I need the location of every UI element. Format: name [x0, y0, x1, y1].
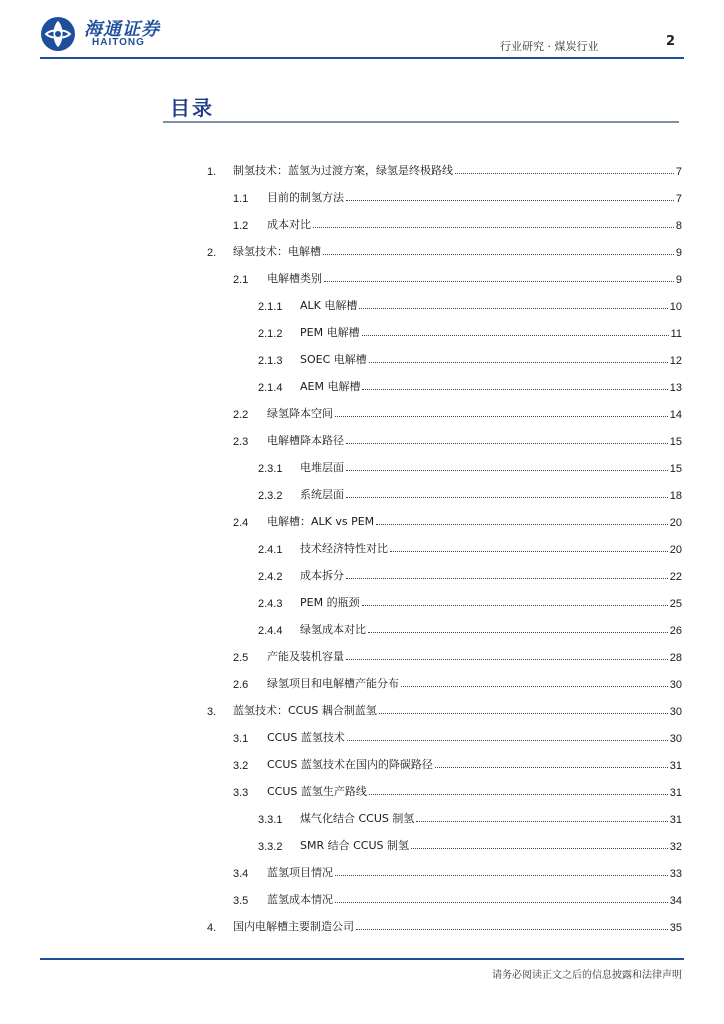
toc-entry-title: 成本对比	[267, 218, 311, 231]
toc-leader-dots	[362, 604, 668, 606]
logo-chinese-text: 海通证券	[84, 19, 160, 40]
toc-entry[interactable]	[233, 266, 682, 286]
toc-entry[interactable]	[258, 536, 682, 556]
toc-leader-dots	[324, 280, 674, 282]
toc-entry-page: 33	[669, 868, 682, 880]
toc-leader-dots	[346, 577, 668, 579]
toc-entry-number: 3.4	[233, 868, 249, 880]
toc-leader-dots	[369, 793, 668, 795]
toc-entry-page: 18	[669, 490, 682, 502]
toc-leader-dots	[335, 901, 668, 903]
toc-entry-page: 30	[669, 733, 682, 745]
page-number: 2	[666, 34, 676, 49]
toc-leader-dots	[362, 388, 667, 390]
toc-leader-dots	[416, 820, 667, 822]
toc-leader-dots	[362, 334, 669, 336]
toc-entry-page: 30	[669, 706, 682, 718]
toc-entry[interactable]	[207, 914, 682, 934]
toc-leader-dots	[455, 172, 674, 174]
toc-entry[interactable]	[233, 401, 682, 421]
header-divider	[40, 57, 684, 59]
toc-entry[interactable]	[233, 860, 682, 880]
toc-leader-dots	[356, 928, 668, 930]
toc-title: 目录	[170, 96, 214, 120]
toc-entry-page: 20	[669, 517, 682, 529]
toc-entry-number: 2.1	[233, 274, 249, 286]
toc-entry-title: 煤气化结合 CCUS 制氢	[300, 812, 415, 825]
toc-entry[interactable]	[207, 698, 682, 718]
toc-leader-dots	[346, 658, 668, 660]
toc-entry-number: 3.2	[233, 760, 249, 772]
toc-entry-page: 31	[669, 760, 682, 772]
toc-entry-number: 2.5	[233, 652, 249, 664]
toc-entry[interactable]	[233, 752, 682, 772]
toc-entry[interactable]	[258, 590, 682, 610]
toc-entry-title: 电堆层面	[300, 461, 344, 474]
toc-entry-number: 2.2	[233, 409, 249, 421]
toc-entry[interactable]	[258, 617, 682, 637]
toc-leader-dots	[411, 847, 668, 849]
toc-entry-number: 3.	[207, 706, 217, 718]
toc-entry-number: 2.1.2	[258, 328, 283, 340]
footer-divider	[40, 958, 684, 960]
toc-entry[interactable]	[233, 212, 682, 232]
toc-entry-title: CCUS 蓝氢技术在国内的降碳路径	[267, 758, 433, 771]
toc-entry-title: 蓝氢项目情况	[267, 866, 333, 879]
toc-entry-page: 22	[669, 571, 682, 583]
toc-entry-page: 8	[675, 220, 682, 232]
toc-leader-dots	[346, 496, 668, 498]
toc-entry[interactable]	[233, 428, 682, 448]
toc-entry-number: 2.6	[233, 679, 249, 691]
toc-entry-title: 电解槽类别	[267, 272, 322, 285]
toc-entry[interactable]	[258, 563, 682, 583]
toc-entry[interactable]	[258, 455, 682, 475]
toc-leader-dots	[335, 415, 668, 417]
toc-entry-page: 30	[669, 679, 682, 691]
toc-entry-title: ALK 电解槽	[300, 299, 358, 312]
toc-entry-number: 2.4.1	[258, 544, 283, 556]
toc-entry-title: 蓝氢技术：CCUS 耦合制蓝氢	[233, 704, 377, 717]
toc-leader-dots	[435, 766, 668, 768]
toc-entry-page: 15	[669, 436, 682, 448]
toc-entry-title: 系统层面	[300, 488, 344, 501]
toc-entry-title: 电解槽降本路径	[267, 434, 344, 447]
toc-entry-number: 3.3	[233, 787, 249, 799]
toc-entry[interactable]	[207, 239, 682, 259]
toc-entry[interactable]	[258, 347, 682, 367]
toc-entry[interactable]	[233, 887, 682, 907]
toc-entry-number: 3.1	[233, 733, 249, 745]
toc-leader-dots	[323, 253, 674, 255]
toc-leader-dots	[401, 685, 668, 687]
toc-entry[interactable]	[258, 293, 682, 313]
toc-entry-page: 7	[675, 193, 682, 205]
toc-entry-title: PEM 的瓶颈	[300, 596, 360, 609]
toc-entry-number: 2.1.3	[258, 355, 283, 367]
toc-entry-page: 25	[669, 598, 682, 610]
toc-leader-dots	[346, 442, 668, 444]
toc-entry-number: 2.4	[233, 517, 249, 529]
toc-entry-title: CCUS 蓝氢生产路线	[267, 785, 367, 798]
toc-entry-page: 12	[669, 355, 682, 367]
toc-entry-page: 31	[669, 814, 682, 826]
toc-entry-page: 26	[669, 625, 682, 637]
toc-entry-page: 32	[669, 841, 682, 853]
toc-entry-title: 技术经济特性对比	[300, 542, 388, 555]
toc-entry[interactable]	[233, 725, 682, 745]
toc-entry-page: 14	[669, 409, 682, 421]
toc-entry[interactable]	[233, 644, 682, 664]
toc-entry[interactable]	[258, 806, 682, 826]
toc-leader-dots	[346, 199, 674, 201]
toc-entry-number: 2.	[207, 247, 217, 259]
toc-leader-dots	[390, 550, 668, 552]
toc-entry[interactable]	[233, 509, 682, 529]
toc-entry-number: 2.4.4	[258, 625, 283, 637]
toc-entry[interactable]	[258, 482, 682, 502]
toc-leader-dots	[347, 739, 668, 741]
toc-entry-number: 2.3	[233, 436, 249, 448]
toc-entry-page: 10	[669, 301, 682, 313]
toc-entry-number: 1.1	[233, 193, 249, 205]
toc-entry[interactable]	[233, 779, 682, 799]
toc-entry[interactable]	[233, 671, 682, 691]
toc-entry-title: 国内电解槽主要制造公司	[233, 920, 354, 933]
toc-entry-number: 4.	[207, 922, 217, 934]
toc-entry-title: AEM 电解槽	[300, 380, 361, 393]
page-header	[0, 0, 724, 60]
toc-entry-title: 电解槽：ALK vs PEM	[267, 515, 375, 528]
toc-entry-page: 31	[669, 787, 682, 799]
toc-entry-number: 2.4.2	[258, 571, 283, 583]
toc-leader-dots	[335, 874, 668, 876]
toc-entry-number: 3.5	[233, 895, 249, 907]
toc-entry-page: 13	[669, 382, 682, 394]
toc-entry-title: CCUS 蓝氢技术	[267, 731, 345, 744]
toc-entry[interactable]	[258, 320, 682, 340]
toc-entry-title: SOEC 电解槽	[300, 353, 367, 366]
toc-entry[interactable]	[207, 158, 682, 178]
toc-entry-number: 2.4.3	[258, 598, 283, 610]
toc-entry-page: 7	[675, 166, 682, 178]
toc-entry-page: 15	[669, 463, 682, 475]
toc-leader-dots	[369, 361, 668, 363]
toc-entry-title: 目前的制氢方法	[267, 191, 344, 204]
toc-entry-page: 28	[669, 652, 682, 664]
toc-leader-dots	[379, 712, 668, 714]
logo-english-text: HAITONG	[92, 37, 145, 48]
toc-leader-dots	[359, 307, 667, 309]
toc-entry-title: 蓝氢成本情况	[267, 893, 333, 906]
toc-entry-page: 11	[670, 328, 682, 340]
toc-entry-title: 成本拆分	[300, 569, 344, 582]
toc-entry-title: 绿氢技术：电解槽	[233, 245, 321, 258]
toc-entry-number: 2.1.1	[258, 301, 283, 313]
toc-entry[interactable]	[233, 185, 682, 205]
toc-entry-number: 2.3.2	[258, 490, 283, 502]
toc-entry-title: 制氢技术：蓝氢为过渡方案，绿氢是终极路线	[233, 164, 453, 177]
toc-entry[interactable]	[258, 833, 682, 853]
toc-entry-number: 2.3.1	[258, 463, 283, 475]
toc-entry-page: 35	[669, 922, 682, 934]
report-category: 行业研究 · 煤炭行业	[500, 40, 599, 53]
toc-entry-number: 3.3.2	[258, 841, 283, 853]
toc-title-divider	[163, 121, 679, 123]
toc-entry[interactable]	[258, 374, 682, 394]
toc-entry-page: 34	[669, 895, 682, 907]
toc-entry-page: 9	[675, 274, 682, 286]
toc-entry-number: 2.1.4	[258, 382, 283, 394]
haitong-logo-icon	[40, 16, 76, 52]
toc-entry-title: PEM 电解槽	[300, 326, 360, 339]
footer-disclaimer: 请务必阅读正文之后的信息披露和法律声明	[492, 970, 682, 981]
toc-leader-dots	[313, 226, 674, 228]
toc-entry-title: 绿氢降本空间	[267, 407, 333, 420]
toc-entry-title: SMR 结合 CCUS 制氢	[300, 839, 410, 852]
toc-entry-number: 1.2	[233, 220, 249, 232]
toc-leader-dots	[376, 523, 668, 525]
toc-entry-number: 1.	[207, 166, 217, 178]
toc-leader-dots	[346, 469, 668, 471]
toc-entry-title: 绿氢成本对比	[300, 623, 366, 636]
toc-leader-dots	[368, 631, 668, 633]
toc-entry-title: 绿氢项目和电解槽产能分布	[267, 677, 399, 690]
toc-entry-number: 3.3.1	[258, 814, 283, 826]
toc-entry-title: 产能及装机容量	[267, 650, 344, 663]
toc-entry-page: 9	[675, 247, 682, 259]
toc-entry-page: 20	[669, 544, 682, 556]
